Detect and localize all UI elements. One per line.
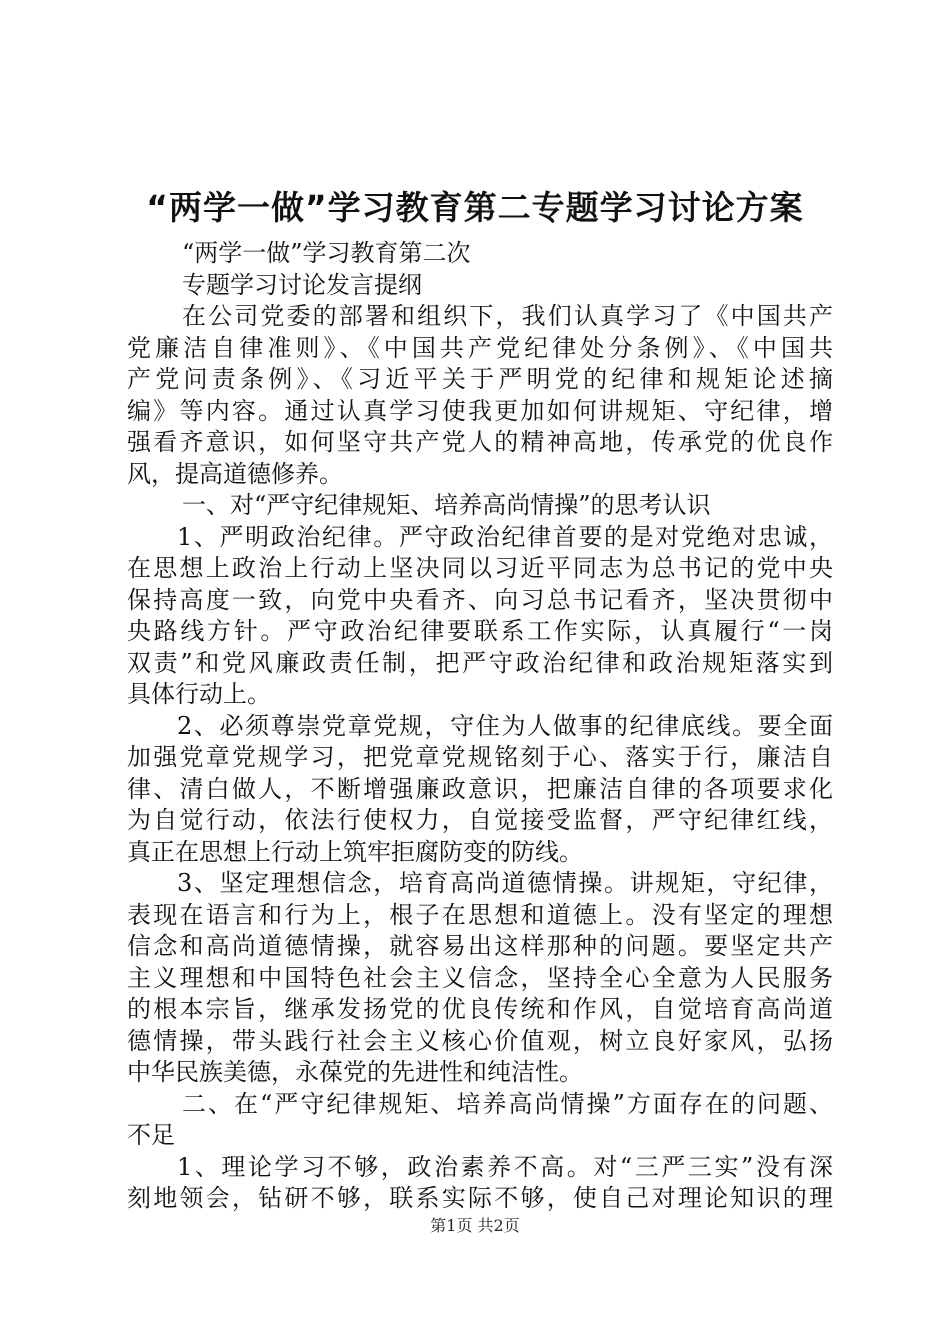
section-heading-1: 一、对“严守纪律规矩、培养高尚情操”的思考认识 <box>182 491 711 519</box>
paragraph-line: 2、必须尊崇党章党规，守住为人做事的纪律底线。要全面 <box>177 711 833 740</box>
page-footer: 第1页 共2页 <box>430 1216 520 1235</box>
paragraph-line: 保持高度一致，向党中央看齐、向习总书记看齐，坚决贯彻中 <box>127 585 833 614</box>
paragraph-line: 在思想上政治上行动上坚决同以习近平同志为总书记的党中央 <box>127 554 833 582</box>
paragraph-line: 表现在语言和行为上，根子在思想和道德上。没有坚定的理想 <box>127 900 833 929</box>
document-title: “两学一做”学习教育第二专题学习讨论方案 <box>146 188 804 227</box>
paragraph-line: 风，提高道德修养。 <box>127 459 343 488</box>
paragraph-line: 在公司党委的部署和组织下，我们认真学习了《中国共产 <box>182 302 833 330</box>
paragraph-line: 的根本宗旨，继承发扬党的优良传统和作风，自觉培育高尚道 <box>127 995 833 1023</box>
subtitle-line-1: “两学一做”学习教育第二次 <box>182 239 471 267</box>
paragraph-line: 强看齐意识，如何坚守共产党人的精神高地，传承党的优良作 <box>127 428 833 456</box>
paragraph-line: 主义理想和中国特色社会主义信念，坚持全心全意为人民服务 <box>127 963 833 992</box>
subtitle-line-2: 专题学习讨论发言提纲 <box>182 270 422 299</box>
paragraph-line: 编》等内容。通过认真学习使我更加如何讲规矩、守纪律，增 <box>127 396 833 425</box>
paragraph-line: 双责”和党风廉政责任制，把严守政治纪律和政治规矩落实到 <box>127 648 833 677</box>
paragraph-line: 律、清白做人，不断增强廉政意识，把廉洁自律的各项要求化 <box>127 774 833 803</box>
paragraph-line: 加强党章党规学习，把党章党规铭刻于心、落实于行，廉洁自 <box>127 743 833 771</box>
section-heading-2: 二、在“严守纪律规矩、培养高尚情操”方面存在的问题、 <box>182 1089 833 1118</box>
paragraph-line: 3、坚定理想信念，培育高尚道德情操。讲规矩，守纪律， <box>177 869 833 897</box>
document-body <box>127 238 833 1215</box>
paragraph-line: 真正在思想上行动上筑牢拒腐防变的防线。 <box>127 837 583 866</box>
paragraph-line: 央路线方针。严守政治纪律要联系工作实际，认真履行“一岗 <box>127 617 833 645</box>
paragraph-line: 产党问责条例》、《习近平关于严明党的纪律和规矩论述摘 <box>127 365 833 393</box>
paragraph-line: 信念和高尚道德情操，就容易出这样那种的问题。要坚定共产 <box>127 932 833 960</box>
paragraph-line: 1、严明政治纪律。严守政治纪律首要的是对党绝对忠诚， <box>177 522 833 551</box>
paragraph-line: 1、理论学习不够，政治素养不高。对“三严三实”没有深 <box>177 1152 833 1181</box>
paragraph-line: 具体行动上。 <box>127 680 271 708</box>
paragraph-line: 中华民族美德，永葆党的先进性和纯洁性。 <box>127 1058 583 1086</box>
section-heading-2-cont: 不足 <box>127 1121 175 1149</box>
paragraph-line: 德情操，带头践行社会主义核心价值观，树立良好家风，弘扬 <box>127 1026 833 1055</box>
paragraph-line: 刻地领会，钻研不够，联系实际不够，使自己对理论知识的理 <box>127 1184 833 1212</box>
paragraph-line: 为自觉行动，依法行使权力，自觉接受监督，严守纪律红线， <box>127 806 833 834</box>
paragraph-line: 党廉洁自律准则》、《中国共产党纪律处分条例》、《中国共 <box>127 333 833 362</box>
